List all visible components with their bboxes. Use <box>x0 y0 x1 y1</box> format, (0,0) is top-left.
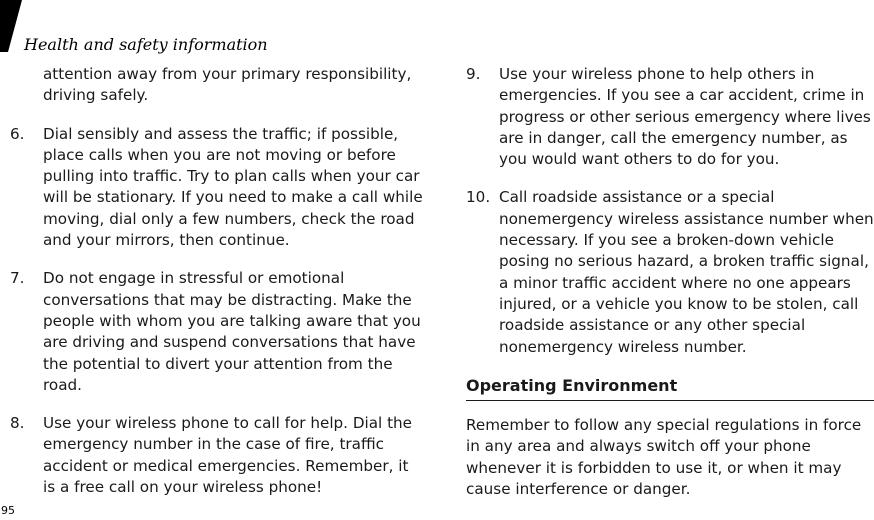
list-item <box>10 413 424 498</box>
header-corner-bar <box>0 0 22 52</box>
list-item-text: Use your wireless phone to help others in emergencies. If you see a car accident, crime in progress or other serious emergency where lives are in danger, call the emergency number, as you would want others to do for you. <box>499 65 871 169</box>
section-heading: Operating Environment <box>466 375 874 401</box>
list-item-text: Use your wireless phone to call for help. Dial the emergency number in the case of fire, traffic accident or medical emergencies. Remember, it is a free call on your wireless phone! <box>43 414 413 497</box>
list-item <box>466 64 874 170</box>
list-item-number: 8. <box>10 414 25 433</box>
list-item-number: 6. <box>10 124 25 143</box>
left-column <box>10 64 424 498</box>
list-item-number: 7. <box>10 269 25 288</box>
page-header-title: Health and safety information <box>24 35 268 54</box>
list-item-number: 10. <box>466 188 491 207</box>
continued-text: attention away from your primary responsibility, driving safely. <box>43 65 412 105</box>
list-item-text: Do not engage in stressful or emotional conversations that may be distracting. Make the people with whom you are talking aware that you are driving and suspend conversations that have the potential to divert your attention from the road. <box>43 269 421 394</box>
section-paragraph: Remember to follow any special regulations in force in any area and always switch off your phone whenever it is forbidden to use it, or when it may cause interference or danger. <box>466 416 862 499</box>
list-item <box>10 268 424 396</box>
list-item-text: Call roadside assistance or a special nonemergency wireless assistance number when necessary. If you see a broken-down vehicle posing no serious hazard, a broken traffic signal, a minor traffic accident where no one appears injured, or a vehicle you know to be stolen, call roadside assistance or any other special nonemergency wireless number. <box>499 188 874 356</box>
page-number: 95 <box>1 504 15 517</box>
list-item-text: Dial sensibly and assess the traffic; if possible, place calls when you are not moving or before pulling into traffic. Try to plan calls when your car will be stationary. If you need to make a call while moving, dial only a few numbers, check the road and your mirrors, then continue. <box>43 124 423 250</box>
right-column <box>466 64 874 500</box>
list-item <box>466 187 874 357</box>
list-item <box>10 124 424 252</box>
list-item-number: 9. <box>466 65 481 83</box>
